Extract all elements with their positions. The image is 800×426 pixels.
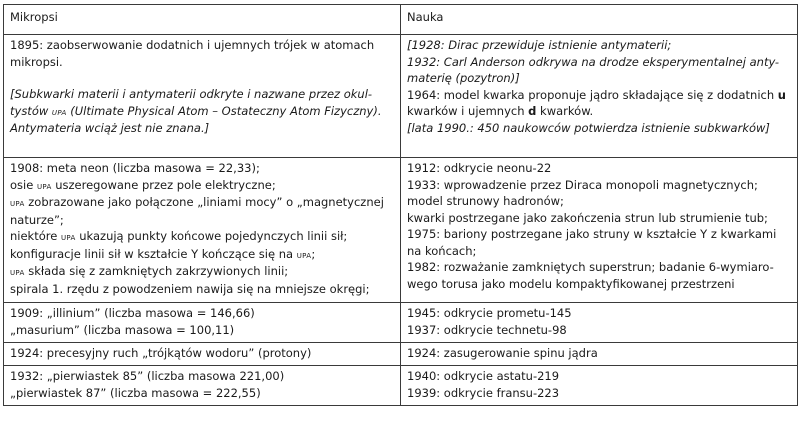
text-line: 1924: precesyjny ruch „trójkątów wodoru” (protony) <box>10 346 312 360</box>
text-line <box>10 246 394 264</box>
text-line: 1933: wprowadzenie przez Diraca monopoli magnetycznych; <box>407 177 758 192</box>
text-line: model strunowy hadronów; <box>407 194 564 208</box>
cell-mikropsi-1908 <box>4 158 401 303</box>
text-line <box>407 87 791 104</box>
text-line: 1908: meta neon (liczba masowa = 22,33); <box>10 161 260 175</box>
text-fragment: składa się z zamkniętych zakrzywionych linii; <box>24 264 289 278</box>
upa-abbreviation: upa <box>60 231 76 243</box>
text-line: 1909: „illinium” (liczba masowa = 146,66) <box>10 306 255 320</box>
cell-mikropsi-1895 <box>4 35 401 158</box>
table-row <box>4 303 798 343</box>
spacer <box>10 70 394 86</box>
table-header-row <box>4 5 798 35</box>
quark-d-symbol: d <box>528 104 537 118</box>
text-fragment: konfiguracje linii sił w kształcie Y kończące się na <box>10 246 297 261</box>
text-line: wego torusa jako modelu kompaktyfikowanej przestrzeni <box>407 276 735 291</box>
text-line: naturze”; <box>10 212 64 227</box>
text-line: 1895: zaobserwowanie dodatnich i ujemnych trójek w atomach <box>10 38 375 52</box>
header-mikropsi: Mikropsi <box>4 5 401 35</box>
text-fragment: uszeregowane przez pole elektryczne; <box>51 177 276 192</box>
text-line: kwarki postrzegane jako zakończenia strun lub strumienie tub; <box>407 210 768 225</box>
text-line <box>10 177 394 195</box>
text-line <box>10 263 394 281</box>
upa-abbreviation: upa <box>296 248 312 261</box>
text-line: [1928: Dirac przewiduje istnienie antymaterii; <box>407 38 672 52</box>
text-line: „masurium” (liczba masowa = 100,11) <box>10 322 235 337</box>
text-line <box>10 194 394 212</box>
text-fragment: 1964: model kwarka proponuje jądro składające się z dodatnich <box>407 87 778 102</box>
text-fragment: (Ultimate Physical Atom – Ostateczny Atom Fizyczny). <box>66 103 382 118</box>
text-line: materię (pozytron)] <box>407 71 520 85</box>
table-row <box>4 366 798 406</box>
text-line: 1912: odkrycie neonu-22 <box>407 161 552 175</box>
text-line: [Subkwarki materii i antymaterii odkryte i nazwane przez okul- <box>10 87 373 101</box>
upa-abbreviation: upa <box>36 179 52 192</box>
cell-nauka-1945 <box>401 303 798 343</box>
text-line <box>10 228 394 246</box>
quark-u-symbol: u <box>777 87 786 102</box>
text-line: 1945: odkrycie prometu-145 <box>407 306 572 320</box>
text-line: 1932: Carl Anderson odkrywa na drodze eksperymentalnej anty- <box>407 54 779 69</box>
text-fragment: osie <box>10 177 37 192</box>
upa-abbreviation: upa <box>51 105 67 118</box>
text-line: 1982: rozważanie zamkniętych superstrun; badanie 6-wymiaro- <box>407 260 774 274</box>
text-line <box>407 103 791 120</box>
text-line: 1975: bariony postrzegane jako struny w kształcie Y z kwarkami <box>407 227 777 241</box>
text-fragment: zobrazowane jako połączone „liniami mocy” o „magnetycznej <box>24 195 384 209</box>
cell-mikropsi-1932 <box>4 366 401 406</box>
text-line: Antymateria wciąż jest nie znana.] <box>10 121 210 135</box>
text-fragment: niektóre <box>10 229 61 243</box>
text-line <box>10 103 394 121</box>
table-row <box>4 343 798 366</box>
text-line: „pierwiastek 87” (liczba masowa = 222,55) <box>10 385 261 400</box>
text-fragment: ukazują punkty końcowe pojedynczych linii sił; <box>75 229 348 243</box>
table-row <box>4 35 798 158</box>
upa-abbreviation: upa <box>10 197 25 209</box>
upa-abbreviation: upa <box>10 266 25 278</box>
table-row <box>4 158 798 303</box>
comparison-table <box>3 4 798 406</box>
text-fragment: ; <box>311 246 316 261</box>
text-fragment: kwarków i ujemnych <box>407 104 529 118</box>
cell-nauka-1912 <box>401 158 798 303</box>
text-fragment: tystów <box>10 103 52 118</box>
text-line: 1937: odkrycie technetu-98 <box>407 322 567 337</box>
text-line: mikropsi. <box>10 54 63 69</box>
text-line: 1924: zasugerowanie spinu jądra <box>407 346 598 360</box>
cell-nauka-1940 <box>401 366 798 406</box>
text-line: 1939: odkrycie fransu-223 <box>407 385 560 400</box>
cell-nauka-1924 <box>401 343 798 366</box>
text-line: spirala 1. rzędu z powodzeniem nawija się na mniejsze okręgi; <box>10 281 370 296</box>
cell-mikropsi-1924 <box>4 343 401 366</box>
text-fragment: kwarków. <box>536 104 594 118</box>
text-line: [lata 1990.: 450 naukowców potwierdza istnienie subkwarków] <box>407 120 770 135</box>
cell-nauka-antymateria <box>401 35 798 158</box>
header-nauka: Nauka <box>401 5 798 35</box>
text-line: 1932: „pierwiastek 85” (liczba masowa 221,00) <box>10 369 285 383</box>
text-line: 1940: odkrycie astatu-219 <box>407 369 560 383</box>
cell-mikropsi-1909 <box>4 303 401 343</box>
text-line: na końcach; <box>407 243 477 258</box>
